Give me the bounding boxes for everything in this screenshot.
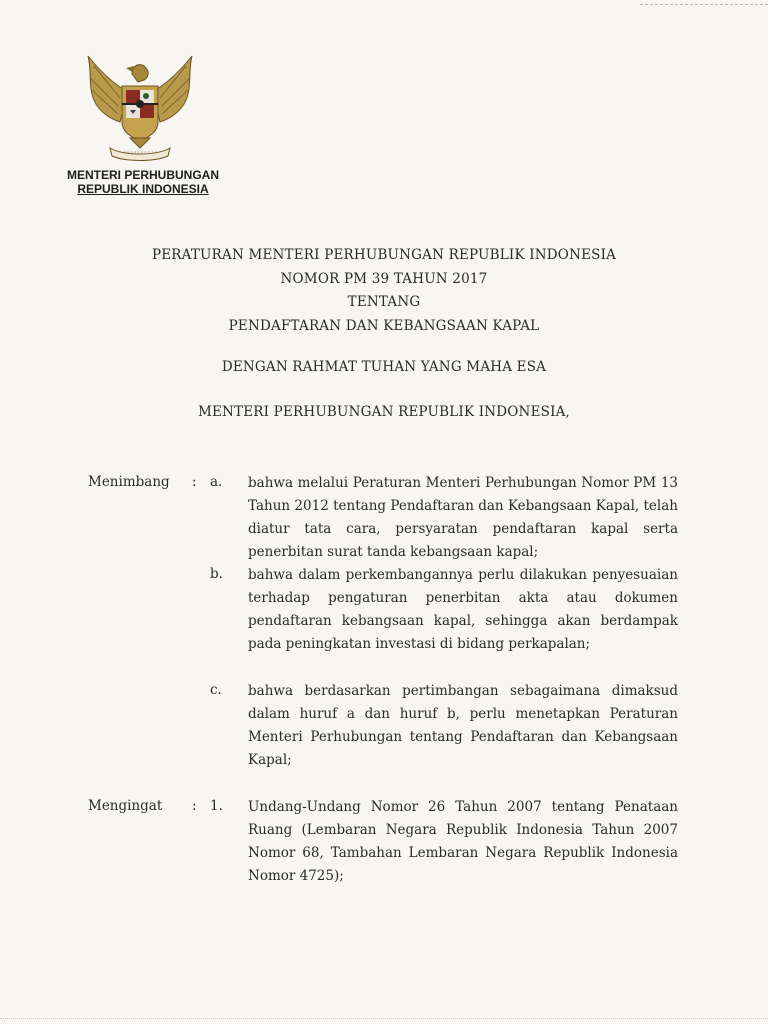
- ministry-header: [58, 168, 228, 196]
- issuer: MENTERI PERHUBUNGAN REPUBLIK INDONESIA,: [197, 404, 571, 420]
- mengingat-label: Mengingat: [88, 798, 163, 814]
- garuda-emblem-icon: [80, 52, 200, 164]
- clause-marker-b: b.: [210, 566, 223, 582]
- mengingat-colon: :: [192, 798, 197, 814]
- title-line-2: NOMOR PM 39 TAHUN 2017: [280, 270, 488, 287]
- menimbang-colon: :: [192, 474, 197, 490]
- regulation-title: [0, 244, 768, 338]
- title-line-4: PENDAFTARAN DAN KEBANGSAAN KAPAL: [228, 317, 540, 334]
- clause-c: bahwa berdasarkan pertimbangan sebagaimana dimaksud dalam huruf a dan huruf b, perlu menetapkan Peraturan Menteri Perhubungan tentang Pendaftaran dan Kebangsaan Kapal;: [248, 683, 678, 768]
- menimbang-label: Menimbang: [88, 474, 170, 490]
- title-line-3: TENTANG: [347, 294, 421, 310]
- clause-1: Undang-Undang Nomor 26 Tahun 2007 tentang Penataan Ruang (Lembaran Negara Republik Indonesia Tahun 2007 Nomor 68, Tambahan Lembaran Negara Republik Indonesia Nomor 4725);: [248, 799, 678, 884]
- scan-edge-top: [640, 4, 768, 5]
- ministry-line-2: REPUBLIK INDONESIA: [77, 182, 209, 196]
- clause-a: bahwa melalui Peraturan Menteri Perhubungan Nomor PM 13 Tahun 2012 tentang Pendaftaran dan Kebangsaan Kapal, telah diatur tata cara, persyaratan pendaftaran kapal serta penerbitan surat tanda kebangsaan kapal;: [248, 475, 678, 560]
- clause-b: bahwa dalam perkembangannya perlu dilakukan penyesuaian terhadap pengaturan penerbitan akta atau dokumen pendaftaran kebangsaan kapal, sehingga akan berdampak pada peningkatan investasi di bidang perkapalan;: [248, 567, 678, 652]
- title-line-1: PERATURAN MENTERI PERHUBUNGAN REPUBLIK INDONESIA: [151, 247, 617, 263]
- scan-edge-bottom: [0, 1018, 768, 1019]
- invocation: DENGAN RAHMAT TUHAN YANG MAHA ESA: [221, 359, 547, 375]
- clause-marker-a: a.: [210, 474, 223, 490]
- ministry-line-1: MENTERI PERHUBUNGAN: [66, 168, 219, 182]
- clause-marker-1: 1.: [210, 798, 223, 814]
- clause-marker-c: c.: [210, 682, 222, 698]
